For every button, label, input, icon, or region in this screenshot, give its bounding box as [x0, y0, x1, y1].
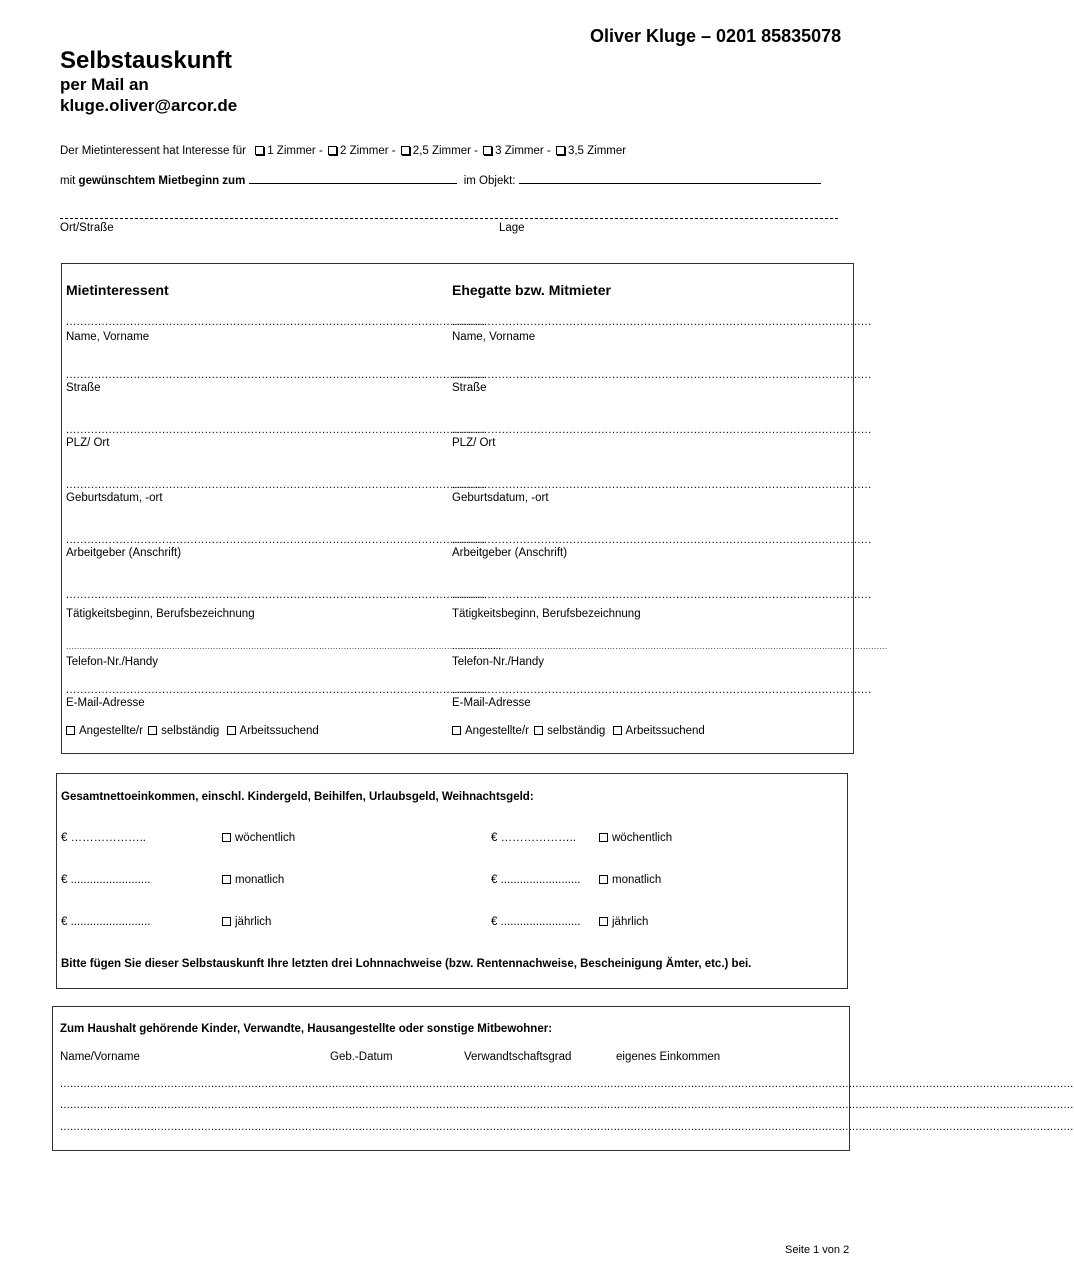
- income-yearly-left: [61, 916, 151, 928]
- household-row-2[interactable]: ..............................................................................................................................................................................................................................................................................................................: [60, 1099, 1074, 1111]
- income-monthly-left-field[interactable]: .........................: [70, 874, 151, 886]
- right-city-label: PLZ/ Ort: [452, 437, 496, 449]
- currency-symbol: €: [61, 874, 68, 886]
- income-title: Gesamtnettoeinkommen, einschl. Kindergeld, Beihilfen, Urlaubsgeld, Weihnachtsgeld:: [61, 791, 534, 803]
- right-phone-field[interactable]: ................................................................................................................................................................: [452, 642, 888, 651]
- currency-symbol: €: [491, 832, 498, 844]
- period-label: monatlich: [612, 874, 662, 886]
- option-seeking: Arbeitssuchend: [625, 725, 705, 737]
- page-title: Selbstauskunft: [60, 47, 233, 74]
- email-address[interactable]: kluge.oliver@arcor.de: [60, 96, 238, 115]
- period-weekly-right: [599, 832, 672, 844]
- start-line: [60, 173, 821, 187]
- income-weekly-left: [61, 832, 146, 844]
- option-3-zimmer: 3 Zimmer -: [495, 145, 551, 157]
- object-field[interactable]: [519, 173, 821, 184]
- interest-line: [60, 145, 626, 157]
- column-relation: Verwandtschaftsgrad: [464, 1051, 572, 1063]
- left-employer-field[interactable]: ......................................................................................................................: [66, 534, 486, 546]
- income-monthly-right-field[interactable]: .........................: [500, 874, 581, 886]
- period-label: jährlich: [235, 916, 272, 928]
- left-birth-label: Geburtsdatum, -ort: [66, 492, 163, 504]
- left-city-label: PLZ/ Ort: [66, 437, 110, 449]
- option-1-zimmer: 1 Zimmer -: [267, 145, 323, 157]
- checkbox-3-zimmer[interactable]: [483, 146, 492, 155]
- subtitle-mail: per Mail an: [60, 75, 149, 94]
- right-employer-field[interactable]: ......................................................................................................................: [452, 534, 872, 546]
- right-birth-field[interactable]: ......................................................................................................................: [452, 479, 872, 491]
- left-street-field[interactable]: ......................................................................................................................: [66, 369, 486, 381]
- right-checkbox-selfemployed[interactable]: [534, 726, 543, 735]
- left-employer-label: Arbeitgeber (Anschrift): [66, 547, 182, 559]
- option-3-5-zimmer: 3,5 Zimmer: [567, 145, 627, 157]
- left-city-field[interactable]: ......................................................................................................................: [66, 424, 486, 436]
- right-employer-label: Arbeitgeber (Anschrift): [452, 547, 568, 559]
- period-label: monatlich: [235, 874, 285, 886]
- option-selfemployed: selbständig: [161, 725, 220, 737]
- left-job-field[interactable]: ......................................................................................................................: [66, 589, 486, 601]
- checkbox-2-zimmer[interactable]: [328, 146, 337, 155]
- page-number: Seite 1 von 2: [785, 1244, 850, 1256]
- left-email-field[interactable]: ......................................................................................................................: [66, 684, 486, 696]
- option-employed: Angestellte/r: [465, 725, 529, 737]
- right-job-field[interactable]: ......................................................................................................................: [452, 589, 872, 601]
- period-yearly-left: [222, 916, 271, 928]
- location-field-line[interactable]: [60, 218, 838, 219]
- checkbox-weekly-left[interactable]: [222, 833, 231, 842]
- option-2-zimmer: 2 Zimmer -: [340, 145, 396, 157]
- right-city-field[interactable]: ......................................................................................................................: [452, 424, 872, 436]
- period-weekly-left: [222, 832, 295, 844]
- checkbox-3-5-zimmer[interactable]: [556, 146, 565, 155]
- right-email-label: E-Mail-Adresse: [452, 697, 531, 709]
- period-monthly-left: [222, 874, 284, 886]
- checkbox-2-5-zimmer[interactable]: [401, 146, 410, 155]
- lage-label: Lage: [499, 222, 525, 234]
- column-name: Name/Vorname: [60, 1051, 140, 1063]
- right-street-field[interactable]: ......................................................................................................................: [452, 369, 872, 381]
- left-email-label: E-Mail-Adresse: [66, 697, 145, 709]
- option-selfemployed: selbständig: [547, 725, 606, 737]
- column-birthdate: Geb.-Datum: [330, 1051, 393, 1063]
- interest-prefix: Der Mietinteressent hat Interesse für: [60, 145, 246, 157]
- left-phone-label: Telefon-Nr./Handy: [66, 656, 159, 668]
- start-date-field[interactable]: [249, 173, 457, 184]
- left-birth-field[interactable]: ......................................................................................................................: [66, 479, 486, 491]
- option-employed: Angestellte/r: [79, 725, 143, 737]
- right-job-label: Tätigkeitsbeginn, Berufsbezeichnung: [452, 608, 641, 620]
- right-employment-options: [452, 725, 705, 737]
- contact-line: Oliver Kluge – 0201 85835078: [590, 26, 842, 46]
- option-2-5-zimmer: 2,5 Zimmer -: [412, 145, 478, 157]
- income-box: [56, 773, 848, 989]
- income-yearly-right-field[interactable]: .........................: [500, 916, 581, 928]
- left-checkbox-employed[interactable]: [66, 726, 75, 735]
- right-checkbox-employed[interactable]: [452, 726, 461, 735]
- left-job-label: Tätigkeitsbeginn, Berufsbezeichnung: [66, 608, 255, 620]
- income-yearly-right: [491, 916, 581, 928]
- household-row-3[interactable]: ..............................................................................................................................................................................................................................................................................................................: [60, 1121, 1074, 1133]
- right-email-field[interactable]: ......................................................................................................................: [452, 684, 872, 696]
- period-label: wöchentlich: [235, 832, 296, 844]
- period-label: wöchentlich: [612, 832, 673, 844]
- income-weekly-right-field[interactable]: ………………..: [500, 832, 576, 844]
- left-street-label: Straße: [66, 382, 101, 394]
- checkbox-yearly-left[interactable]: [222, 917, 231, 926]
- option-seeking: Arbeitssuchend: [239, 725, 319, 737]
- currency-symbol: €: [61, 832, 68, 844]
- right-street-label: Straße: [452, 382, 487, 394]
- left-column-title: Mietinteressent: [66, 282, 169, 298]
- right-column-title: Ehegatte bzw. Mitmieter: [452, 282, 611, 298]
- income-monthly-left: [61, 874, 151, 886]
- left-checkbox-selfemployed[interactable]: [148, 726, 157, 735]
- ort-label: Ort/Straße: [60, 222, 114, 234]
- currency-symbol: €: [491, 874, 498, 886]
- household-title: Zum Haushalt gehörende Kinder, Verwandte, Hausangestellte oder sonstige Mitbewohner:: [60, 1023, 553, 1035]
- currency-symbol: €: [491, 916, 498, 928]
- checkbox-yearly-right[interactable]: [599, 917, 608, 926]
- object-label: im Objekt:: [463, 175, 516, 187]
- checkbox-1-zimmer[interactable]: [255, 146, 264, 155]
- currency-symbol: €: [61, 916, 68, 928]
- household-row-1[interactable]: ..............................................................................................................................................................................................................................................................................................................: [60, 1078, 1074, 1090]
- period-monthly-right: [599, 874, 661, 886]
- right-birth-label: Geburtsdatum, -ort: [452, 492, 549, 504]
- income-weekly-left-field[interactable]: ………………..: [70, 832, 146, 844]
- left-name-label: Name, Vorname: [66, 331, 150, 343]
- column-income: eigenes Einkommen: [616, 1051, 721, 1063]
- checkbox-weekly-right[interactable]: [599, 833, 608, 842]
- income-note: Bitte fügen Sie dieser Selbstauskunft Ihre letzten drei Lohnnachweise (bzw. Rentennachweise, Bescheinigung Ämter, etc.) bei.: [61, 958, 752, 970]
- checkbox-monthly-left[interactable]: [222, 875, 231, 884]
- right-name-field[interactable]: ......................................................................................................................: [452, 316, 872, 328]
- right-phone-label: Telefon-Nr./Handy: [452, 656, 545, 668]
- left-name-field[interactable]: ......................................................................................................................: [66, 316, 486, 328]
- period-label: jährlich: [612, 916, 649, 928]
- left-phone-field[interactable]: ................................................................................................................................................................: [66, 642, 502, 651]
- checkbox-monthly-right[interactable]: [599, 875, 608, 884]
- income-yearly-left-field[interactable]: .........................: [70, 916, 151, 928]
- start-label: gewünschtem Mietbeginn zum: [78, 175, 246, 187]
- left-employment-options: [66, 725, 319, 737]
- income-monthly-right: [491, 874, 581, 886]
- left-checkbox-seeking[interactable]: [227, 726, 236, 735]
- right-checkbox-seeking[interactable]: [613, 726, 622, 735]
- right-name-label: Name, Vorname: [452, 331, 536, 343]
- period-yearly-right: [599, 916, 648, 928]
- start-prefix: mit: [60, 175, 76, 187]
- income-weekly-right: [491, 832, 576, 844]
